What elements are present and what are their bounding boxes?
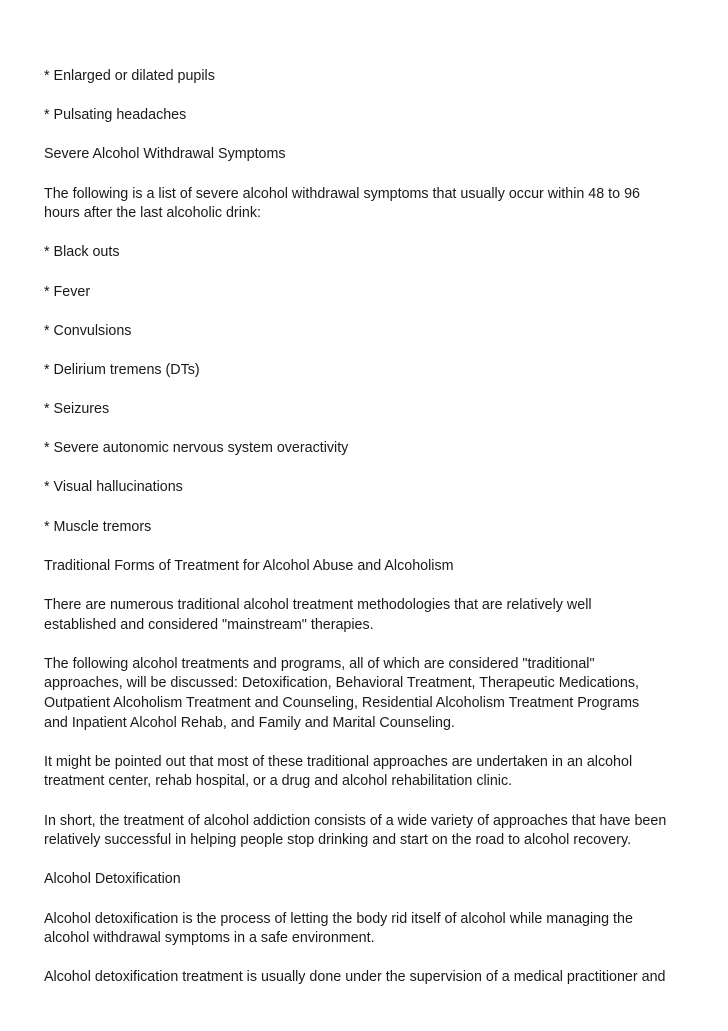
paragraph [44,753,694,792]
text-line: There are numerous traditional alcohol treatment methodologies that are relatively well [44,597,592,614]
text-line: relatively successful in helping people stop drinking and start on the road to alcohol recovery. [44,832,632,849]
text-line: Outpatient Alcoholism Treatment and Counseling, Residential Alcoholism Treatment Programs [44,695,640,711]
paragraph [44,400,694,420]
paragraph [44,361,694,381]
paragraph [44,968,694,988]
text-line: * Visual hallucinations [44,479,183,496]
paragraph [44,283,694,303]
text-line: and Inpatient Alcohol Rehab, and Family and Marital Counseling. [44,714,455,731]
paragraph [44,910,694,949]
paragraph [44,596,694,635]
paragraph [44,322,694,342]
paragraph [44,185,694,224]
text-line: In short, the treatment of alcohol addiction consists of a wide variety of approaches that have been [44,812,667,829]
text-line: * Seizures [44,401,110,418]
document-page [44,67,694,1008]
text-line: * Fever [44,283,91,300]
text-line: The following alcohol treatments and programs, all of which are considered "traditional" [44,655,595,672]
text-line: * Severe autonomic nervous system overactivity [44,440,349,457]
text-line: Alcohol detoxification treatment is usually done under the supervision of a medical practitioner and [44,969,666,986]
text-line: * Convulsions [44,322,132,339]
paragraph [44,557,694,577]
text-line: * Enlarged or dilated pupils [44,68,215,84]
paragraph [44,67,694,87]
text-line: It might be pointed out that most of these traditional approaches are undertaken in an alcohol [44,753,633,770]
paragraph [44,655,694,733]
text-line: Severe Alcohol Withdrawal Symptoms [44,146,286,163]
text-line: * Black outs [44,244,120,261]
text-line: Alcohol Detoxification [44,871,181,888]
paragraph [44,870,694,890]
text-line: treatment center, rehab hospital, or a drug and alcohol rehabilitation clinic. [44,773,513,790]
paragraph [44,518,694,538]
paragraph [44,243,694,263]
paragraph [44,145,694,165]
paragraph [44,478,694,498]
text-line: Alcohol detoxification is the process of letting the body rid itself of alcohol while managing the [44,910,633,927]
text-line: approaches, will be discussed: Detoxification, Behavioral Treatment, Therapeutic Medications, [44,675,639,692]
paragraph [44,812,694,851]
text-line: alcohol withdrawal symptoms in a safe environment. [44,930,375,947]
text-line: established and considered "mainstream" therapies. [44,616,374,633]
text-line: The following is a list of severe alcohol withdrawal symptoms that usually occur within 48 to 96 [44,185,640,202]
paragraph [44,439,694,459]
text-line: * Muscle tremors [44,518,152,535]
text-line: * Delirium tremens (DTs) [44,361,200,378]
text-line: Traditional Forms of Treatment for Alcohol Abuse and Alcoholism [44,557,454,574]
text-line: hours after the last alcoholic drink: [44,205,261,222]
text-line: * Pulsating headaches [44,107,187,124]
paragraph [44,106,694,126]
